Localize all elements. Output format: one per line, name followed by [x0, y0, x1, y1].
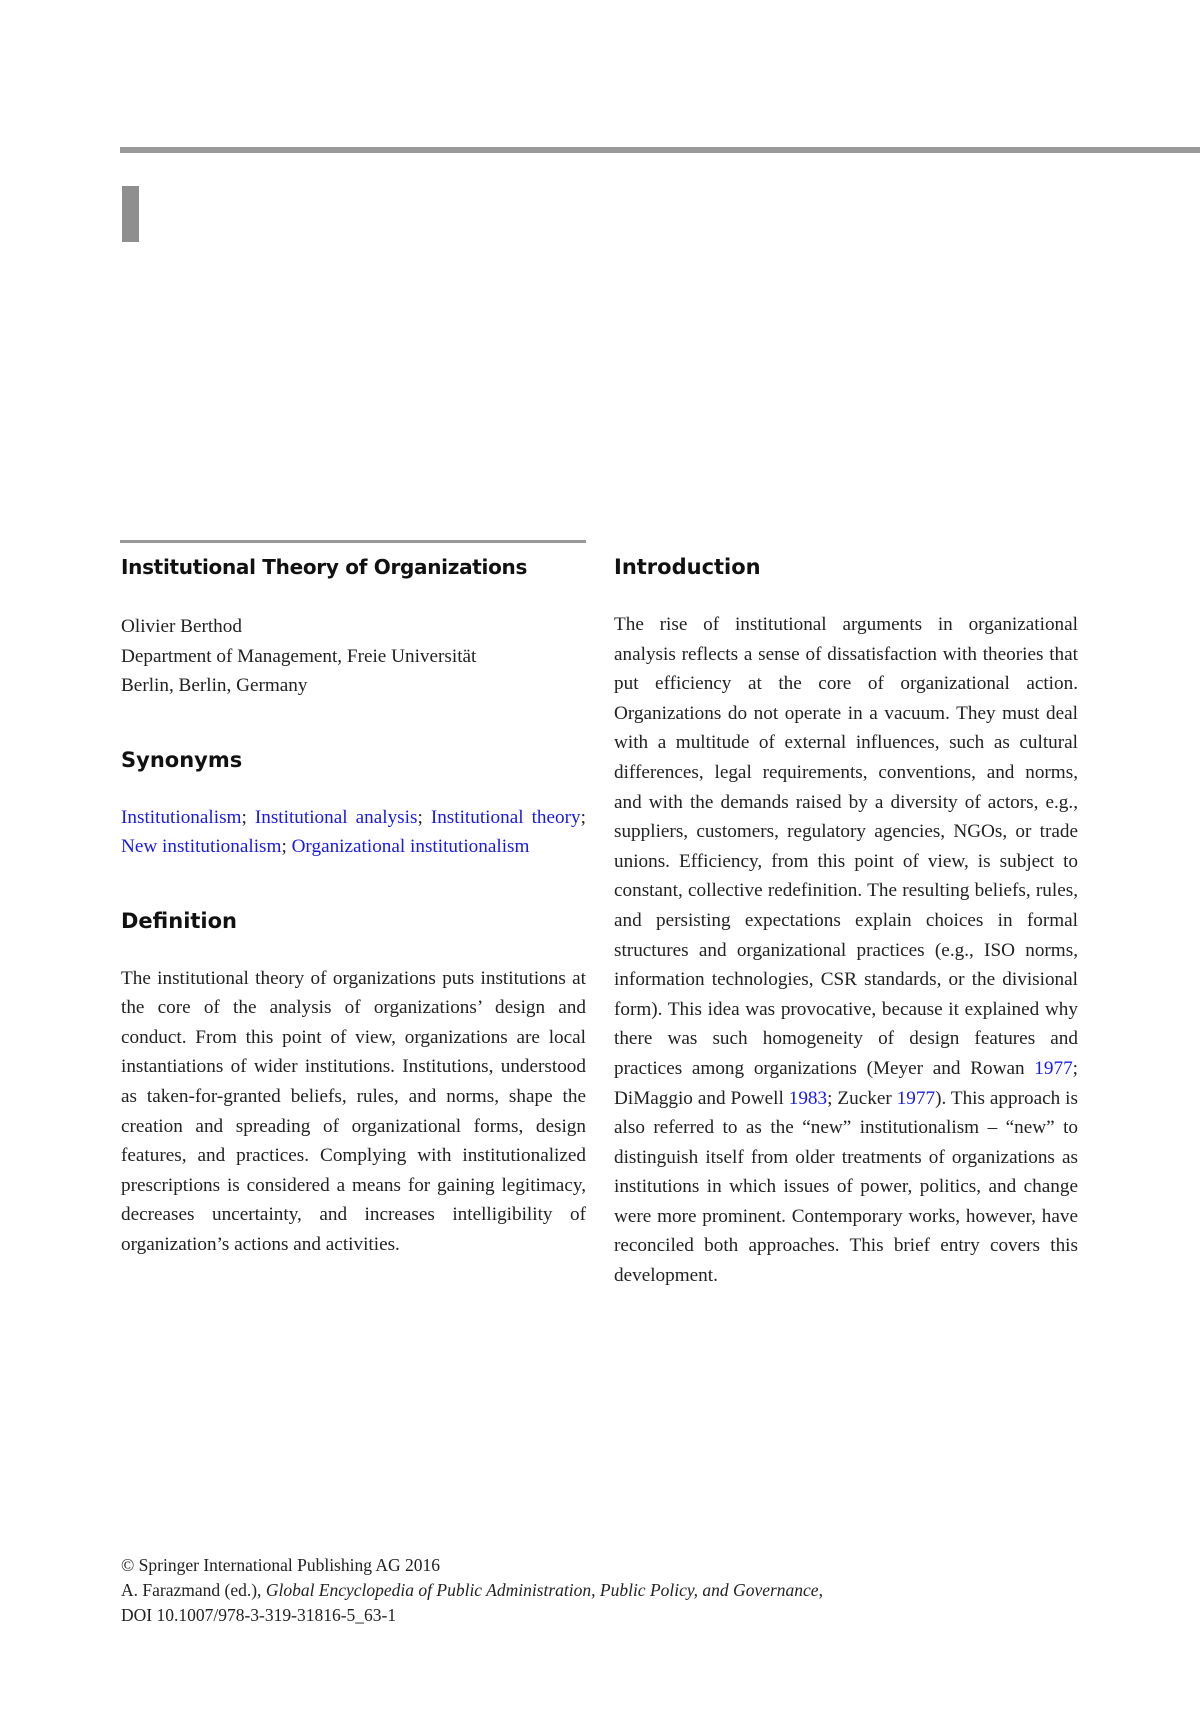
- synonym-link[interactable]: Institutional analysis: [254, 806, 418, 828]
- definition-text: The institutional theory of organizations puts institutions at the core of the analysis of organizations’ design and conduct. From this point of view, organizations are local instantiations of wider institutions. Institutions, understood as taken-for-granted beliefs, rules, and norms, shape the creation and spreading of organizational forms, design features, and practices. Complying with institutionalized prescriptions is considered a means for gaining legitimacy, decreases uncertainty, and increases intelligibility of organization’s actions and activities.: [121, 967, 586, 1256]
- citation-line: A. Farazmand (ed.), Global Encyclopedia of Public Administration, Public Policy, and Governance,: [121, 1580, 823, 1600]
- right-column: [614, 552, 1078, 1291]
- synonym-link[interactable]: Institutionalism: [121, 806, 242, 828]
- doi-line: DOI 10.1007/978-3-319-31816-5_63-1: [121, 1605, 397, 1625]
- synonyms-section: [121, 745, 586, 862]
- synonym-link[interactable]: Institutional theory: [430, 806, 581, 828]
- introduction-text: The rise of institutional arguments in organizational analysis reflects a sense of dissatisfaction with theories that put efficiency at the core of organizational action. Organizations do not operate in a vacuum. They must deal with a multitude of external influences, such as cultural differences, legal requirements, conventions, and norms, and with the demands raised by a diversity of actors, e.g., suppliers, customers, regulatory agencies, NGOs, or trade unions. Efficiency, from this point of view, is subject to constant, collective redefinition. The resulting beliefs, rules, and persisting expectations explain choices in formal structures and organizational practices (e.g., ISO norms, information technologies, CSR standards, or the divisional form). This idea was provocative, because it explained why there was such homogeneity of design features and practices among organizations (Meyer and Rowan 1977; DiMaggio and Powell 1983; Zucker 1977). This approach is also referred to as the “new” institutionalism – “new” to distinguish itself from older treatments of organizations as institutions in which issues of power, politics, and change were more prominent. Contemporary works, however, have reconciled both approaches. This brief entry covers this development.: [614, 614, 1078, 1287]
- title-rule: [120, 540, 586, 543]
- synonym-link[interactable]: Organizational institutionalism: [291, 836, 530, 858]
- entry-title: Institutional Theory of Organizations: [121, 555, 528, 579]
- affiliation-line-1: Department of Management, Freie Universität: [121, 645, 477, 667]
- synonyms-heading: Synonyms: [121, 747, 243, 772]
- synonym-link[interactable]: New institutionalism: [121, 836, 282, 858]
- chapter-letter: [122, 180, 140, 242]
- affiliation-line-2: Berlin, Berlin, Germany: [121, 675, 308, 696]
- synonyms-list: Institutionalism; Institutional analysis; Institutional theory; New institutionalism; Organizational institutionalism: [121, 806, 586, 858]
- left-column: [121, 552, 586, 1260]
- top-rule: [120, 147, 1200, 153]
- author-block: [121, 612, 586, 701]
- copyright-line: © Springer International Publishing AG 2016: [121, 1555, 441, 1575]
- definition-section: [121, 906, 586, 1260]
- citation-link[interactable]: 1977: [1034, 1057, 1073, 1079]
- introduction-heading: Introduction: [614, 555, 761, 579]
- footer: [121, 1553, 823, 1628]
- book-title: Global Encyclopedia of Public Administration, Public Policy, and Governance: [265, 1580, 819, 1600]
- citation-link[interactable]: 1983: [788, 1087, 828, 1109]
- definition-heading: Definition: [121, 908, 238, 933]
- author-name: Olivier Berthod: [121, 616, 242, 637]
- citation-link[interactable]: 1977: [896, 1087, 936, 1109]
